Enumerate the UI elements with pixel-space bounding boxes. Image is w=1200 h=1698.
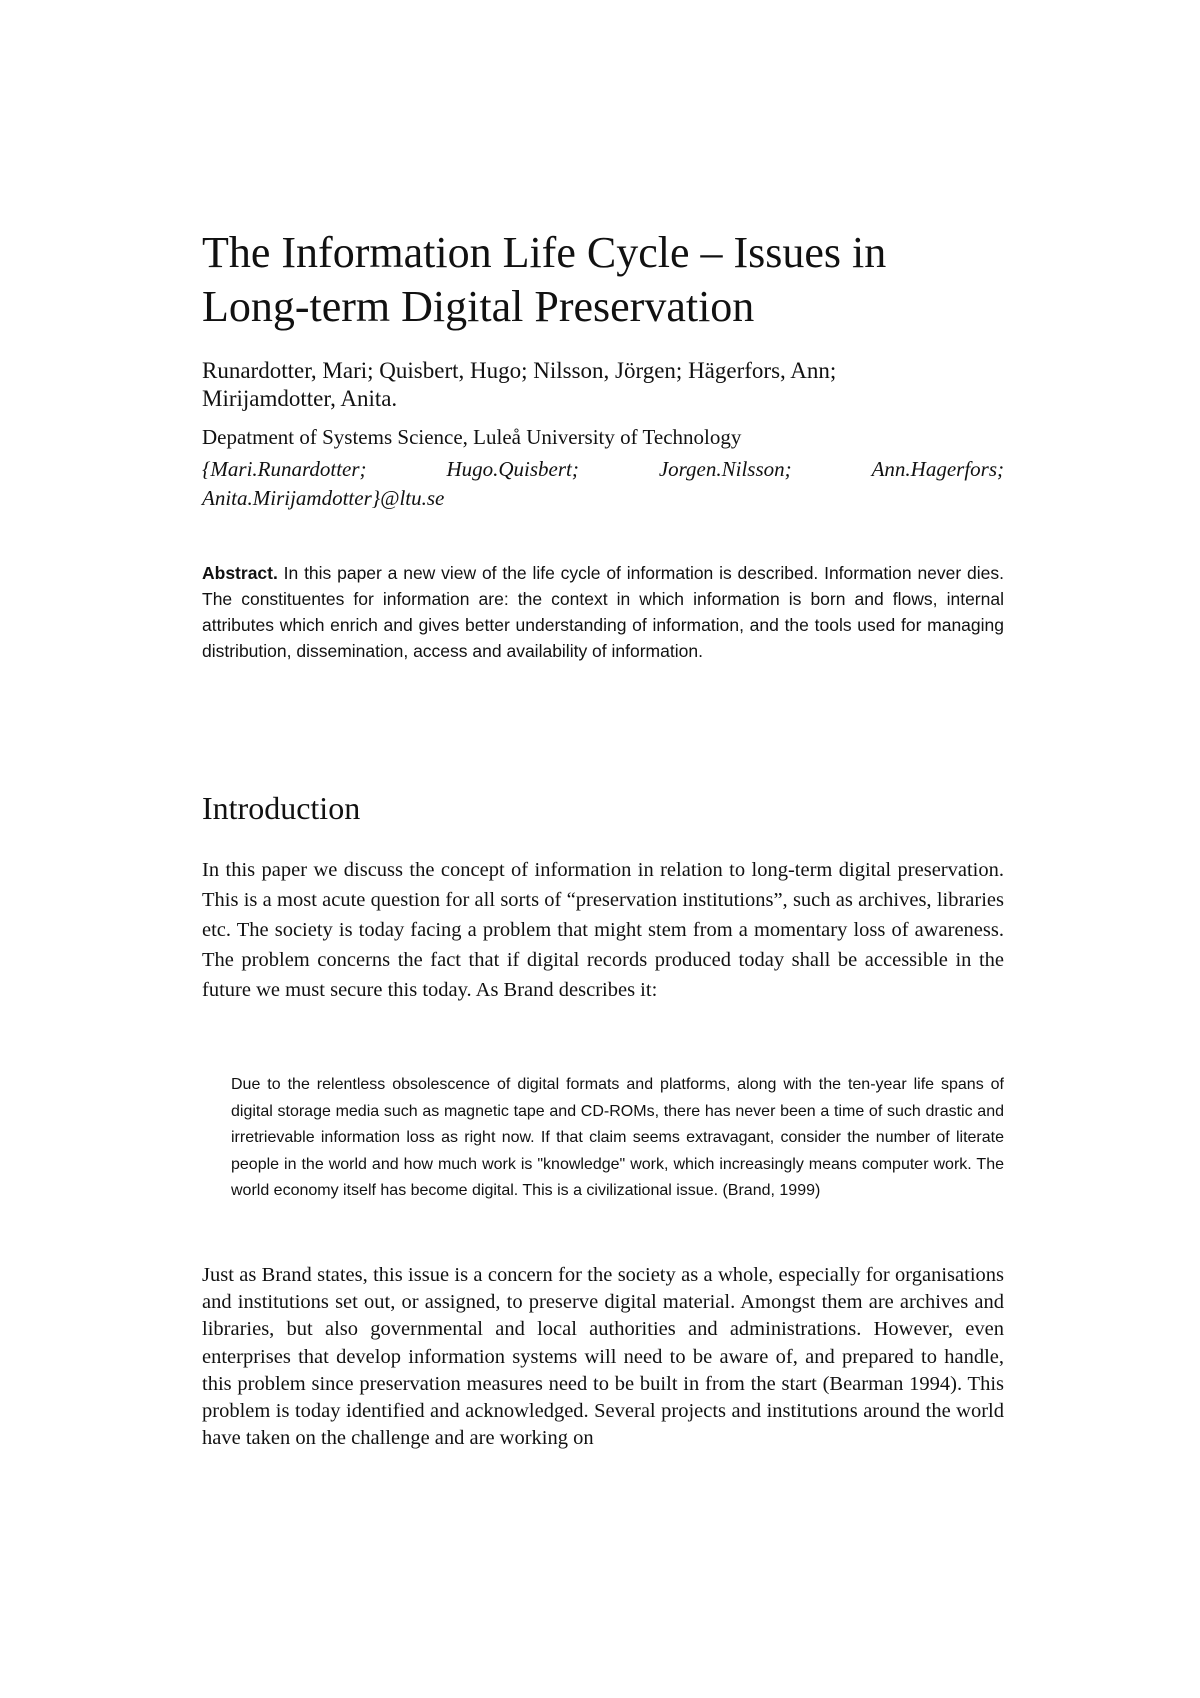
email-part: Ann.Hagerfors;	[871, 457, 1004, 481]
email-part: Hugo.Quisbert;	[446, 457, 579, 481]
abstract-text: In this paper a new view of the life cycle of information is described. Information never dies. The constituentes for information are: the context in which information is born and flows, internal attributes which enrich and gives better understanding of information, and the tools used for managing distribution, dissemination, access and availability of information.	[202, 563, 1004, 661]
title-line-1: The Information Life Cycle – Issues in	[202, 228, 887, 277]
abstract-label: Abstract.	[202, 563, 278, 583]
author-line-2: Mirijamdotter, Anita.	[202, 386, 398, 411]
abstract	[202, 560, 1004, 664]
title-line-2: Long-term Digital Preservation	[202, 282, 755, 331]
email-part: Jorgen.Nilsson;	[658, 457, 792, 481]
email-part: {Mari.Runardotter;	[202, 457, 367, 481]
author-list	[202, 357, 1004, 413]
paper-title	[202, 226, 1004, 334]
intro-paragraph-1: In this paper we discuss the concept of information in relation to long-term digital preservation. This is a most acute question for all sorts of “preservation institutions”, such as archives, libraries etc. The society is today facing a problem that might stem from a momentary loss of awareness. The problem concerns the fact that if digital records produced today shall be accessible in the future we must secure this today. As Brand describes it:	[202, 859, 1004, 1001]
section-heading-introduction: Introduction	[202, 790, 361, 826]
author-line-1: Runardotter, Mari; Quisbert, Hugo; Nilsson, Jörgen; Hägerfors, Ann;	[202, 358, 837, 383]
author-emails	[202, 455, 1004, 513]
affiliation: Depatment of Systems Science, Luleå University of Technology	[202, 425, 742, 449]
email-row-1	[202, 455, 1004, 484]
block-quote: Due to the relentless obsolescence of digital formats and platforms, along with the ten-year life spans of digital storage media such as magnetic tape and CD-ROMs, there has never been a time of such drastic and irretrievable information loss as right now. If that claim seems extravagant, consider the number of literate people in the world and how much work is "knowledge" work, which increasingly means computer work. The world economy itself has become digital. This is a civilizational issue. (Brand, 1999)	[231, 1076, 1004, 1200]
intro-paragraph-2: Just as Brand states, this issue is a concern for the society as a whole, especially for organisations and institutions set out, or assigned, to preserve digital material. Amongst them are archives and libraries, but also governmental and local authorities and administrations. However, even enterprises that develop information systems will need to be aware of, and prepared to handle, this problem since preservation measures need to be built in from the start (Bearman 1994). This problem is today identified and acknowledged. Several projects and institutions around the world have taken on the challenge and are working on	[202, 1264, 1004, 1450]
email-row-2: Anita.Mirijamdotter}@ltu.se	[202, 486, 445, 510]
